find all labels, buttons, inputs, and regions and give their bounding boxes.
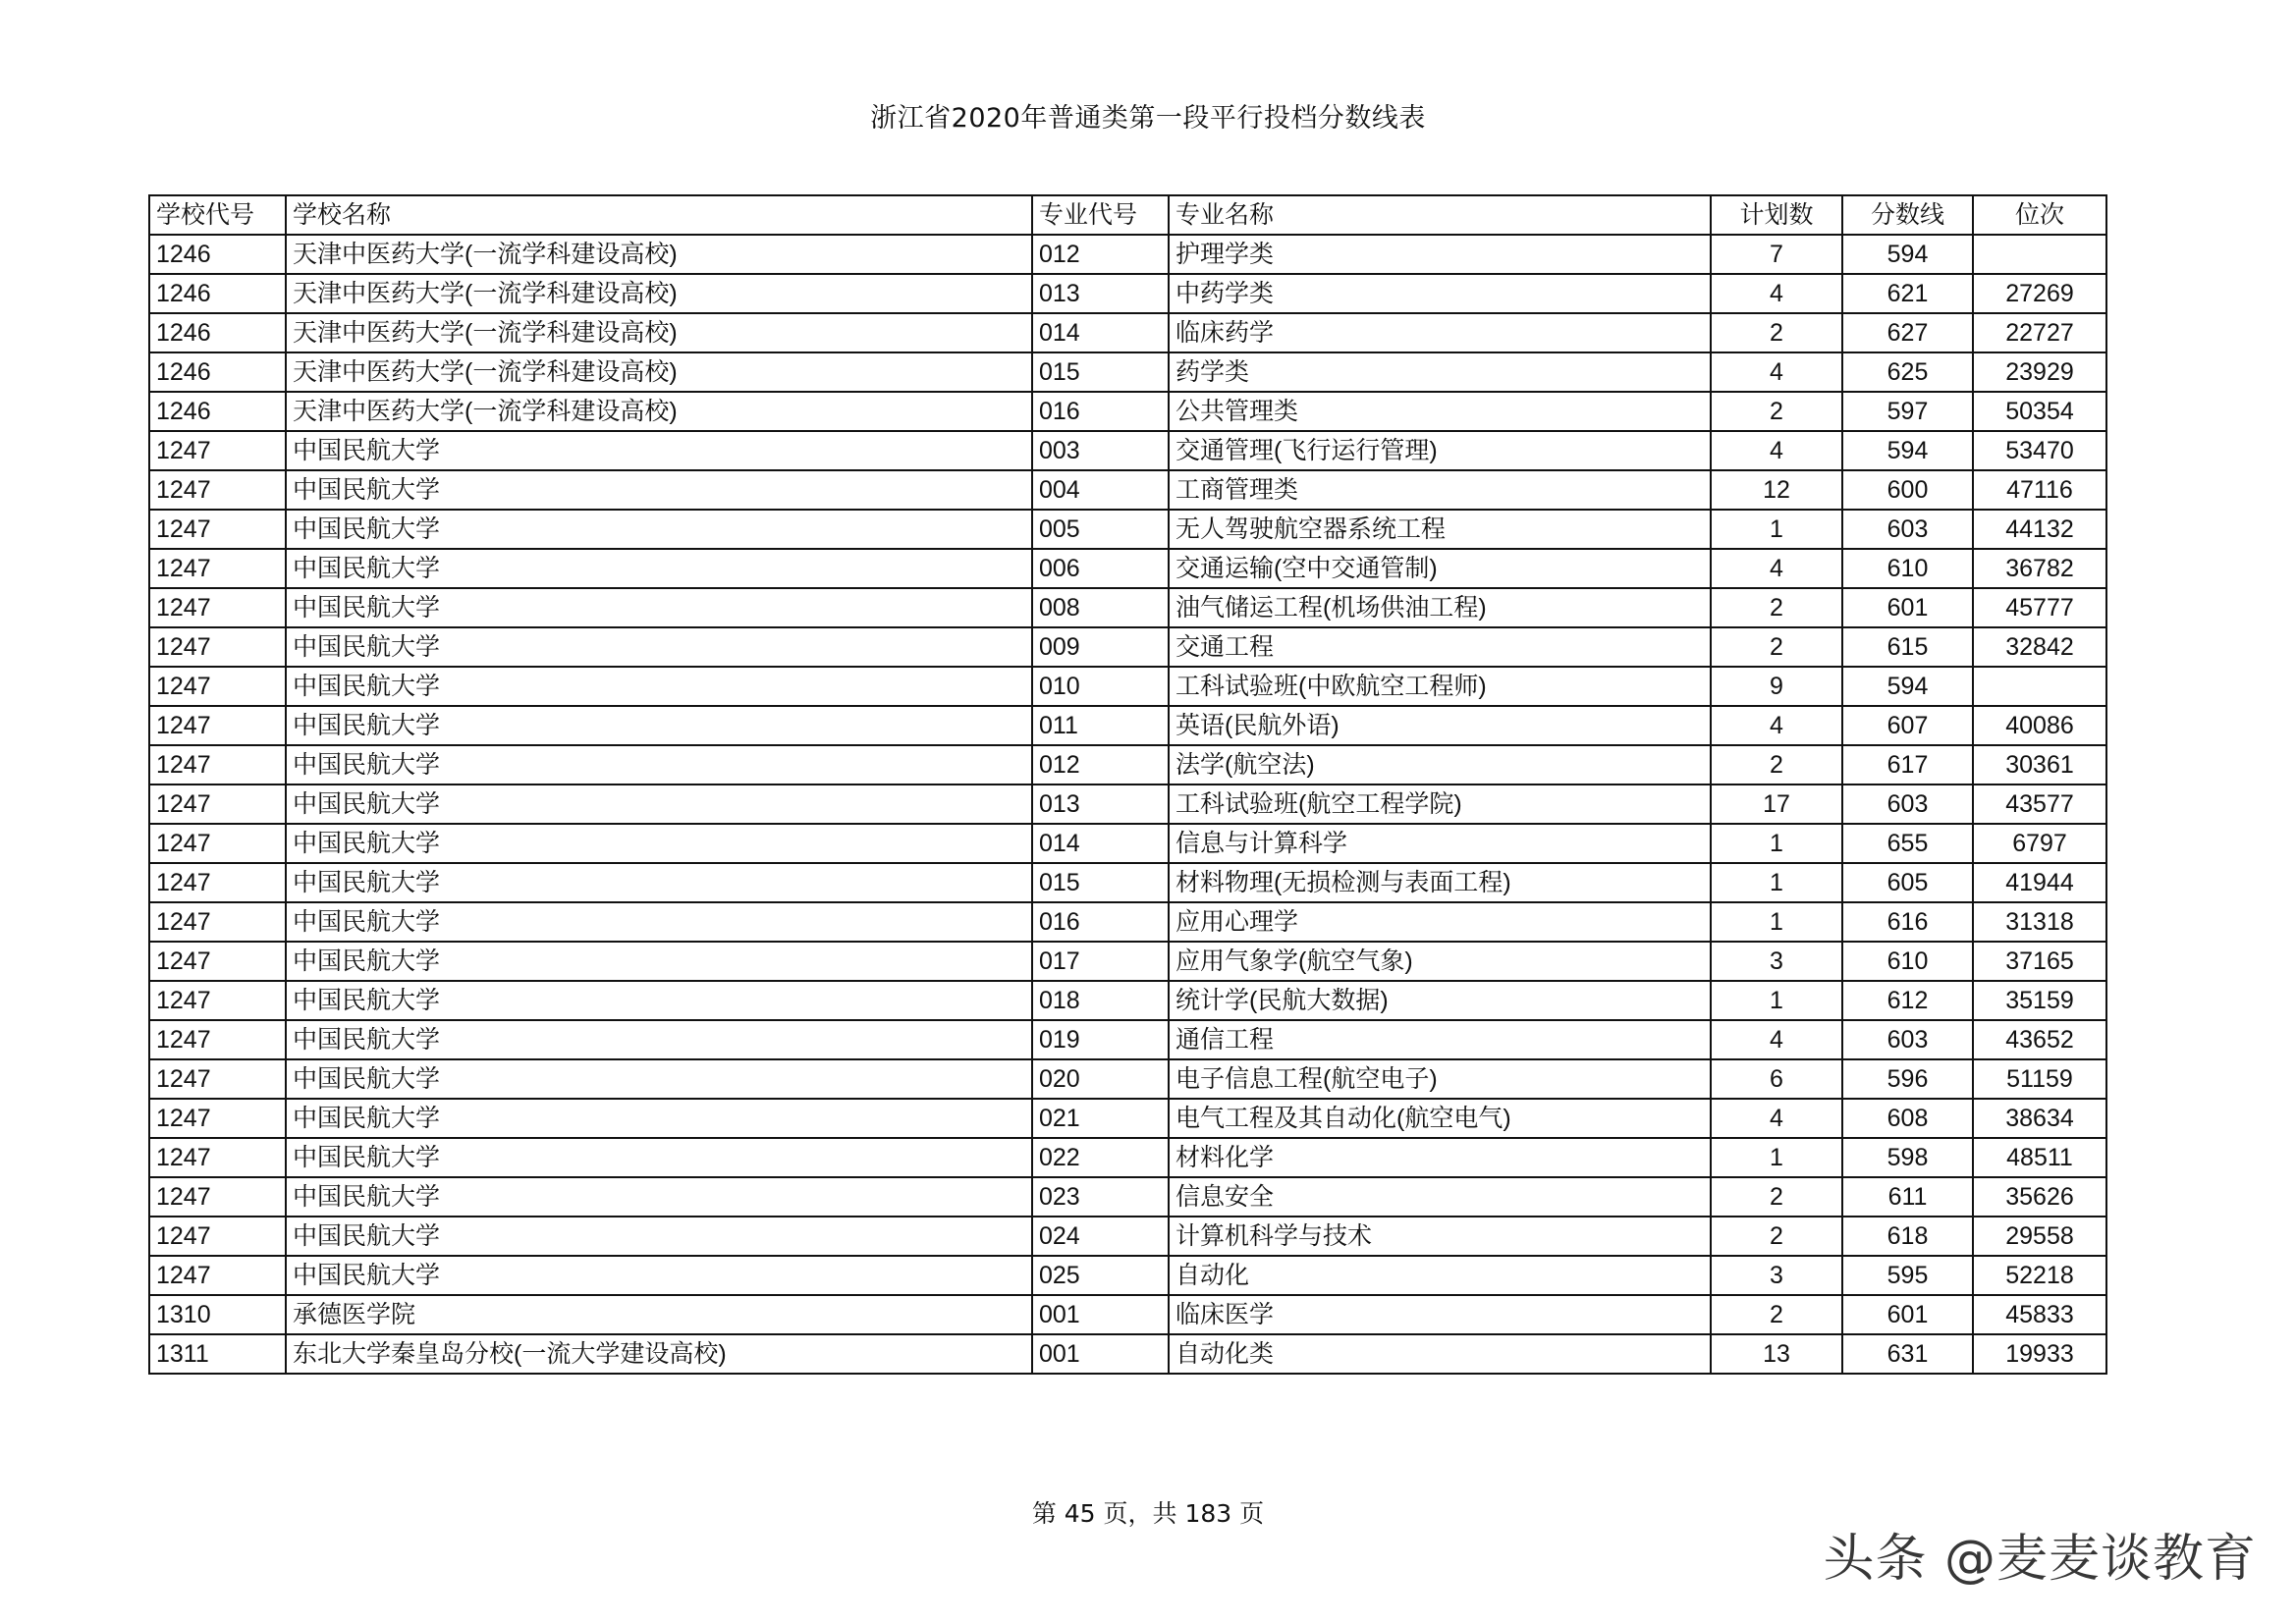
cell-major-code: 015 [1032,352,1169,392]
cell-plan: 4 [1711,1020,1842,1059]
cell-score: 603 [1842,784,1973,824]
cell-major-code: 013 [1032,274,1169,313]
cell-plan: 4 [1711,1099,1842,1138]
cell-plan: 2 [1711,745,1842,784]
cell-school-code: 1247 [149,902,286,942]
cell-rank: 41944 [1973,863,2106,902]
cell-school-code: 1247 [149,1217,286,1256]
watermark: 头条 @麦麦谈教育 [1823,1530,2257,1589]
cell-school-name: 中国民航大学 [286,824,1032,863]
table-row [149,1217,2106,1256]
cell-plan: 17 [1711,784,1842,824]
cell-school-code: 1247 [149,981,286,1020]
cell-school-name: 天津中医药大学(一流学科建设高校) [286,274,1032,313]
cell-rank: 43652 [1973,1020,2106,1059]
table-row [149,863,2106,902]
table-row [149,784,2106,824]
cell-major-code: 024 [1032,1217,1169,1256]
cell-rank: 22727 [1973,313,2106,352]
table-row [149,942,2106,981]
page-title: 浙江省2020年普通类第一段平行投档分数线表 [870,103,1426,134]
table-row [149,1099,2106,1138]
cell-score: 596 [1842,1059,1973,1099]
cell-school-code: 1246 [149,352,286,392]
cell-school-code: 1247 [149,510,286,549]
cell-rank: 44132 [1973,510,2106,549]
cell-major-code: 011 [1032,706,1169,745]
cell-rank: 50354 [1973,392,2106,431]
cell-major-code: 018 [1032,981,1169,1020]
cell-rank: 37165 [1973,942,2106,981]
table-row [149,549,2106,588]
cell-major-name: 中药学类 [1169,274,1711,313]
cell-major-code: 004 [1032,470,1169,510]
header-score: 分数线 [1842,195,1973,235]
cell-major-code: 015 [1032,863,1169,902]
cell-school-name: 中国民航大学 [286,1138,1032,1177]
cell-score: 610 [1842,942,1973,981]
cell-school-code: 1247 [149,588,286,627]
cell-plan: 2 [1711,1295,1842,1334]
cell-major-name: 油气储运工程(机场供油工程) [1169,588,1711,627]
cell-score: 610 [1842,549,1973,588]
cell-school-code: 1247 [149,745,286,784]
cell-school-code: 1247 [149,1099,286,1138]
cell-plan: 4 [1711,274,1842,313]
cell-school-code: 1310 [149,1295,286,1334]
table-row [149,981,2106,1020]
cell-school-name: 中国民航大学 [286,1217,1032,1256]
cell-plan: 9 [1711,667,1842,706]
cell-plan: 1 [1711,510,1842,549]
cell-school-name: 东北大学秦皇岛分校(一流大学建设高校) [286,1334,1032,1374]
cell-rank: 32842 [1973,627,2106,667]
cell-major-name: 电子信息工程(航空电子) [1169,1059,1711,1099]
header-major-code: 专业代号 [1032,195,1169,235]
cell-school-name: 中国民航大学 [286,549,1032,588]
cell-score: 612 [1842,981,1973,1020]
cell-major-name: 法学(航空法) [1169,745,1711,784]
cell-school-code: 1247 [149,667,286,706]
table-row [149,313,2106,352]
cell-school-name: 天津中医药大学(一流学科建设高校) [286,392,1032,431]
cell-rank: 36782 [1973,549,2106,588]
cell-major-name: 信息与计算科学 [1169,824,1711,863]
cell-major-code: 013 [1032,784,1169,824]
cell-school-name: 中国民航大学 [286,1177,1032,1217]
cell-score: 625 [1842,352,1973,392]
cell-rank: 51159 [1973,1059,2106,1099]
cell-school-name: 中国民航大学 [286,510,1032,549]
cell-score: 598 [1842,1138,1973,1177]
cell-school-name: 中国民航大学 [286,1256,1032,1295]
cell-plan: 4 [1711,431,1842,470]
cell-school-code: 1247 [149,431,286,470]
cell-major-code: 012 [1032,745,1169,784]
cell-score: 594 [1842,431,1973,470]
cell-school-name: 中国民航大学 [286,1020,1032,1059]
cell-major-code: 014 [1032,824,1169,863]
table-row [149,1138,2106,1177]
cell-school-name: 中国民航大学 [286,627,1032,667]
cell-major-code: 022 [1032,1138,1169,1177]
cell-rank: 52218 [1973,1256,2106,1295]
table-row [149,235,2106,274]
cell-major-code: 025 [1032,1256,1169,1295]
cell-rank: 43577 [1973,784,2106,824]
cell-school-name: 天津中医药大学(一流学科建设高校) [286,313,1032,352]
table-row [149,392,2106,431]
cell-major-code: 001 [1032,1334,1169,1374]
cell-plan: 4 [1711,706,1842,745]
cell-plan: 1 [1711,1138,1842,1177]
cell-score: 615 [1842,627,1973,667]
cell-school-code: 1247 [149,1059,286,1099]
cell-plan: 3 [1711,1256,1842,1295]
table-row [149,470,2106,510]
cell-plan: 6 [1711,1059,1842,1099]
table-row [149,627,2106,667]
cell-school-name: 承德医学院 [286,1295,1032,1334]
cell-school-code: 1247 [149,549,286,588]
cell-score: 621 [1842,274,1973,313]
cell-plan: 12 [1711,470,1842,510]
cell-plan: 2 [1711,1177,1842,1217]
cell-plan: 3 [1711,942,1842,981]
cell-major-name: 计算机科学与技术 [1169,1217,1711,1256]
header-school-code: 学校代号 [149,195,286,235]
cell-plan: 13 [1711,1334,1842,1374]
cell-major-name: 英语(民航外语) [1169,706,1711,745]
header-major-name: 专业名称 [1169,195,1711,235]
cell-major-name: 公共管理类 [1169,392,1711,431]
cell-plan: 1 [1711,981,1842,1020]
cell-major-code: 012 [1032,235,1169,274]
cell-school-code: 1247 [149,784,286,824]
header-school-name: 学校名称 [286,195,1032,235]
cell-score: 601 [1842,588,1973,627]
table-row [149,706,2106,745]
cell-school-code: 1247 [149,1256,286,1295]
table-row [149,274,2106,313]
cell-score: 595 [1842,1256,1973,1295]
cell-plan: 2 [1711,392,1842,431]
cell-score: 616 [1842,902,1973,942]
cell-score: 607 [1842,706,1973,745]
table-row [149,431,2106,470]
cell-score: 605 [1842,863,1973,902]
cell-score: 601 [1842,1295,1973,1334]
table-body [149,235,2106,1374]
table-row [149,902,2106,942]
cell-major-code: 019 [1032,1020,1169,1059]
cell-major-code: 006 [1032,549,1169,588]
cell-rank: 48511 [1973,1138,2106,1177]
table-row [149,1020,2106,1059]
cell-school-code: 1247 [149,627,286,667]
score-table [148,194,2107,1375]
cell-plan: 4 [1711,549,1842,588]
cell-score: 617 [1842,745,1973,784]
cell-score: 594 [1842,235,1973,274]
table-row [149,510,2106,549]
cell-major-name: 交通管理(飞行运行管理) [1169,431,1711,470]
cell-school-name: 中国民航大学 [286,784,1032,824]
page-footer: 第 45 页，共 183 页 [1031,1499,1265,1528]
cell-school-code: 1247 [149,470,286,510]
cell-score: 603 [1842,510,1973,549]
cell-score: 631 [1842,1334,1973,1374]
cell-major-code: 020 [1032,1059,1169,1099]
cell-score: 611 [1842,1177,1973,1217]
cell-plan: 2 [1711,627,1842,667]
cell-school-code: 1247 [149,1138,286,1177]
cell-school-name: 中国民航大学 [286,942,1032,981]
cell-plan: 4 [1711,352,1842,392]
cell-score: 597 [1842,392,1973,431]
cell-major-name: 工商管理类 [1169,470,1711,510]
cell-plan: 1 [1711,863,1842,902]
cell-rank [1973,667,2106,706]
cell-score: 608 [1842,1099,1973,1138]
cell-rank: 38634 [1973,1099,2106,1138]
cell-school-name: 天津中医药大学(一流学科建设高校) [286,352,1032,392]
cell-school-name: 中国民航大学 [286,1099,1032,1138]
table-row [149,1256,2106,1295]
cell-school-code: 1311 [149,1334,286,1374]
cell-school-name: 中国民航大学 [286,667,1032,706]
cell-school-name: 中国民航大学 [286,431,1032,470]
cell-rank: 35626 [1973,1177,2106,1217]
cell-rank: 23929 [1973,352,2106,392]
cell-plan: 2 [1711,1217,1842,1256]
cell-plan: 2 [1711,588,1842,627]
cell-school-name: 中国民航大学 [286,745,1032,784]
cell-score: 600 [1842,470,1973,510]
cell-school-code: 1246 [149,235,286,274]
cell-major-code: 014 [1032,313,1169,352]
cell-major-code: 008 [1032,588,1169,627]
cell-school-code: 1246 [149,313,286,352]
cell-major-code: 001 [1032,1295,1169,1334]
cell-rank: 30361 [1973,745,2106,784]
cell-score: 618 [1842,1217,1973,1256]
header-rank: 位次 [1973,195,2106,235]
cell-school-name: 中国民航大学 [286,1059,1032,1099]
cell-major-code: 017 [1032,942,1169,981]
cell-major-name: 信息安全 [1169,1177,1711,1217]
cell-major-name: 材料物理(无损检测与表面工程) [1169,863,1711,902]
cell-school-code: 1247 [149,942,286,981]
table-row [149,1177,2106,1217]
cell-major-name: 工科试验班(中欧航空工程师) [1169,667,1711,706]
header-plan: 计划数 [1711,195,1842,235]
cell-school-code: 1247 [149,706,286,745]
cell-school-name: 中国民航大学 [286,470,1032,510]
cell-major-name: 自动化类 [1169,1334,1711,1374]
table-header-row [149,195,2106,235]
cell-score: 627 [1842,313,1973,352]
cell-major-code: 010 [1032,667,1169,706]
cell-rank: 6797 [1973,824,2106,863]
cell-major-code: 016 [1032,392,1169,431]
cell-rank: 45833 [1973,1295,2106,1334]
cell-school-code: 1247 [149,824,286,863]
table-row [149,588,2106,627]
cell-major-code: 009 [1032,627,1169,667]
cell-major-name: 护理学类 [1169,235,1711,274]
cell-school-name: 中国民航大学 [286,588,1032,627]
cell-major-name: 药学类 [1169,352,1711,392]
cell-school-code: 1247 [149,1020,286,1059]
cell-plan: 7 [1711,235,1842,274]
table-row [149,745,2106,784]
cell-major-code: 023 [1032,1177,1169,1217]
cell-school-name: 中国民航大学 [286,863,1032,902]
table-row [149,824,2106,863]
cell-rank: 31318 [1973,902,2106,942]
cell-major-name: 交通运输(空中交通管制) [1169,549,1711,588]
cell-major-code: 005 [1032,510,1169,549]
cell-score: 655 [1842,824,1973,863]
cell-major-name: 通信工程 [1169,1020,1711,1059]
cell-school-name: 中国民航大学 [286,981,1032,1020]
cell-major-name: 临床医学 [1169,1295,1711,1334]
cell-plan: 2 [1711,313,1842,352]
cell-school-code: 1246 [149,274,286,313]
cell-score: 603 [1842,1020,1973,1059]
cell-plan: 1 [1711,902,1842,942]
table-row [149,1059,2106,1099]
cell-rank: 19933 [1973,1334,2106,1374]
cell-rank: 40086 [1973,706,2106,745]
cell-major-name: 统计学(民航大数据) [1169,981,1711,1020]
table-row [149,667,2106,706]
table-row [149,1295,2106,1334]
cell-major-name: 交通工程 [1169,627,1711,667]
cell-major-name: 临床药学 [1169,313,1711,352]
cell-major-code: 003 [1032,431,1169,470]
cell-major-name: 应用气象学(航空气象) [1169,942,1711,981]
cell-rank: 29558 [1973,1217,2106,1256]
cell-school-code: 1247 [149,863,286,902]
cell-rank: 35159 [1973,981,2106,1020]
table-row [149,1334,2106,1374]
cell-school-name: 天津中医药大学(一流学科建设高校) [286,235,1032,274]
cell-major-name: 材料化学 [1169,1138,1711,1177]
cell-rank: 53470 [1973,431,2106,470]
cell-school-name: 中国民航大学 [286,902,1032,942]
cell-major-code: 016 [1032,902,1169,942]
cell-school-code: 1246 [149,392,286,431]
cell-rank: 45777 [1973,588,2106,627]
cell-score: 594 [1842,667,1973,706]
cell-major-name: 电气工程及其自动化(航空电气) [1169,1099,1711,1138]
cell-school-code: 1247 [149,1177,286,1217]
cell-school-name: 中国民航大学 [286,706,1032,745]
cell-rank: 27269 [1973,274,2106,313]
cell-rank [1973,235,2106,274]
cell-major-name: 工科试验班(航空工程学院) [1169,784,1711,824]
cell-major-name: 无人驾驶航空器系统工程 [1169,510,1711,549]
cell-major-code: 021 [1032,1099,1169,1138]
cell-rank: 47116 [1973,470,2106,510]
cell-major-name: 自动化 [1169,1256,1711,1295]
cell-major-name: 应用心理学 [1169,902,1711,942]
table-row [149,352,2106,392]
cell-plan: 1 [1711,824,1842,863]
